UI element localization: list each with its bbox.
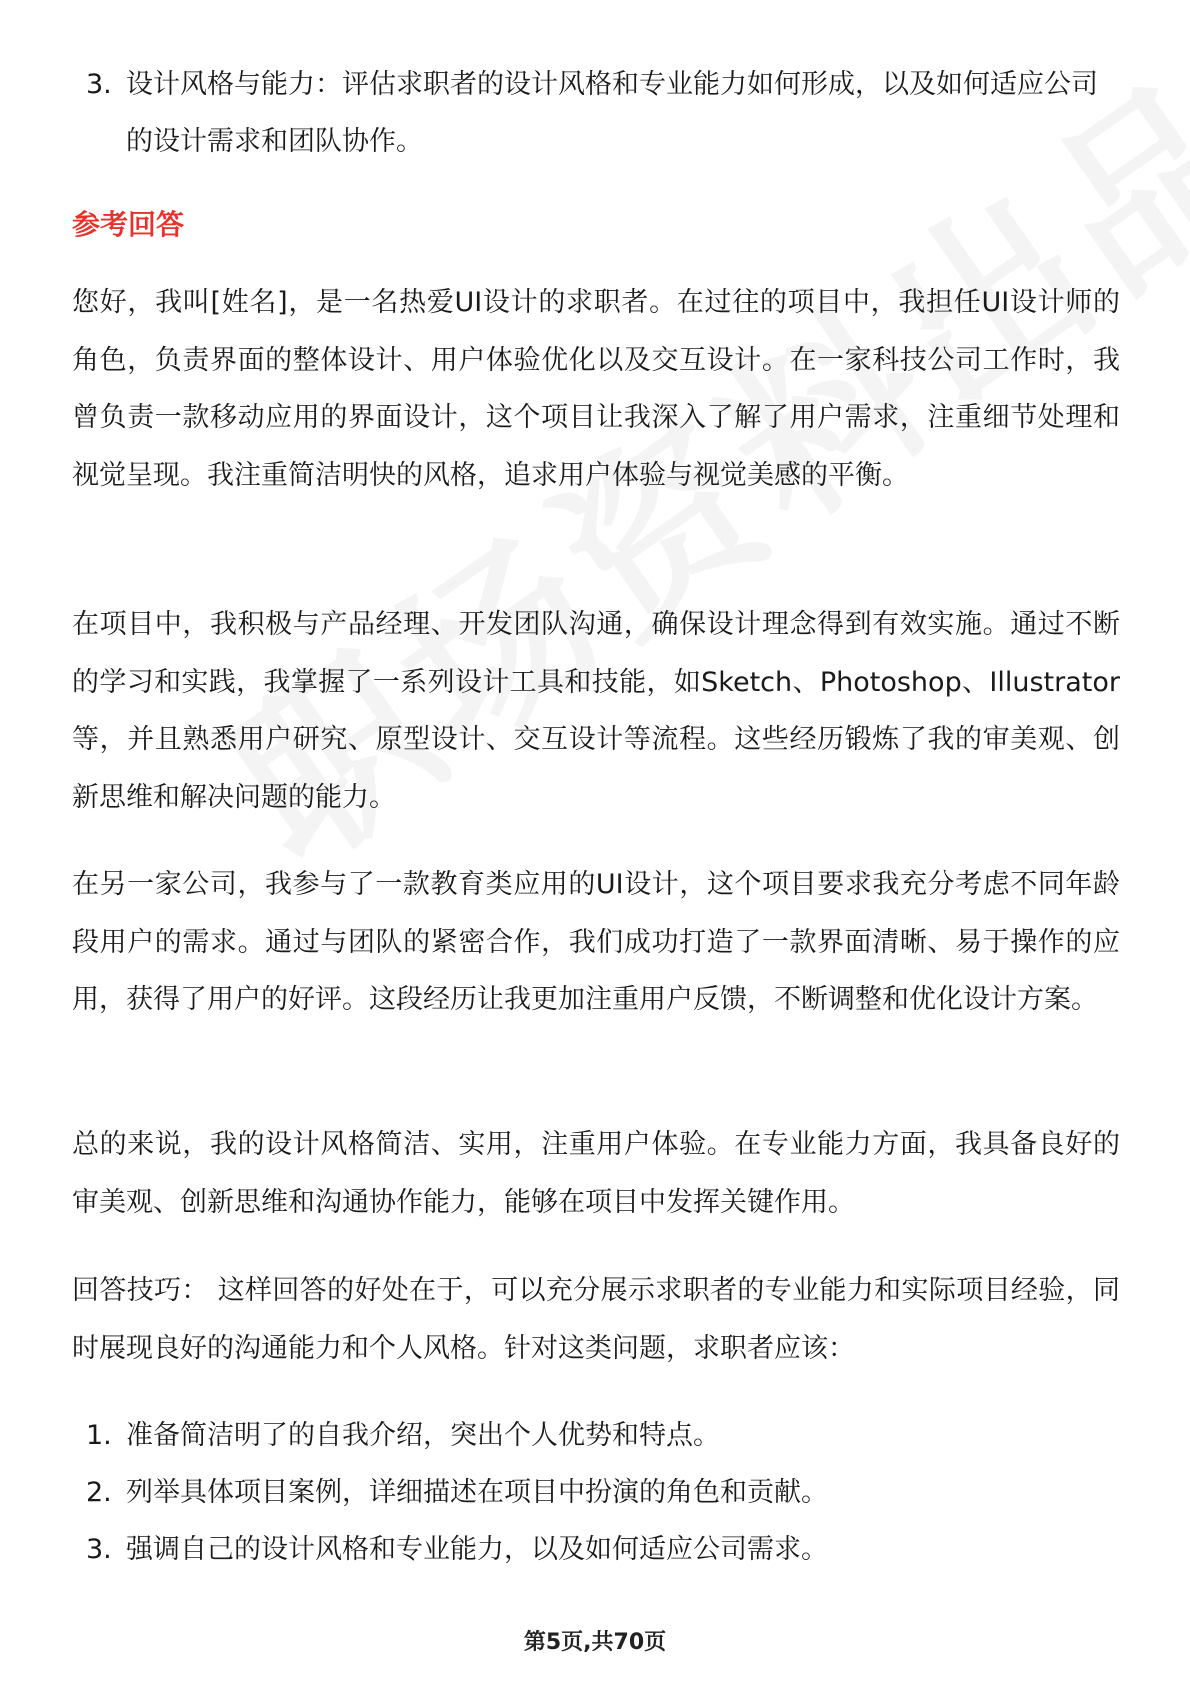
tip-number: 2. <box>86 1477 112 1508</box>
tip-number: 3. <box>86 1534 112 1565</box>
list-item-text: 设计风格与能力：评估求职者的设计风格和专业能力如何形成，以及如何适应公司的设计需求和团队协作。 <box>126 69 1098 157</box>
list-item-number: 3. <box>86 69 112 100</box>
paragraph-answer-tips: 回答技巧： 这样回答的好处在于，可以充分展示求职者的专业能力和实际项目经验，同时展现良好的沟通能力和个人风格。针对这类问题，求职者应该： <box>72 1275 1120 1364</box>
paragraph-education-project: 在另一家公司，我参与了一款教育类应用的UI设计，这个项目要求我充分考虑不同年龄段用户的需求。通过与团队的紧密合作，我们成功打造了一款界面清晰、易于操作的应用，获得了用户的好评。这段经历让我更加注重用户反馈，不断调整和优化设计方案。 <box>72 869 1120 1015</box>
paragraph-summary: 总的来说，我的设计风格简洁、实用，注重用户体验。在专业能力方面，我具备良好的审美观、创新思维和沟通协作能力，能够在项目中发挥关键作用。 <box>72 1129 1120 1218</box>
tip-number: 1. <box>86 1420 112 1451</box>
tip-text: 强调自己的设计风格和专业能力，以及如何适应公司需求。 <box>126 1534 828 1565</box>
tip-text: 准备简洁明了的自我介绍，突出个人优势和特点。 <box>126 1420 720 1451</box>
page-footer: 第5页,共70页 <box>523 1630 667 1655</box>
paragraph-collaboration: 在项目中，我积极与产品经理、开发团队沟通，确保设计理念得到有效实施。通过不断的学习和实践，我掌握了一系列设计工具和技能，如Sketch、Photoshop、Illustrator等，并且熟悉用户研究、原型设计、交互设计等流程。这些经历锻炼了我的审美观、创新思维和解决问题的能力。 <box>72 609 1120 813</box>
paragraph-intro: 您好，我叫[姓名]，是一名热爱UI设计的求职者。在过往的项目中，我担任UI设计师的角色，负责界面的整体设计、用户体验优化以及交互设计。在一家科技公司工作时，我曾负责一款移动应用的界面设计，这个项目让我深入了解了用户需求，注重细节处理和视觉呈现。我注重简洁明快的风格，追求用户体验与视觉美感的平衡。 <box>72 287 1120 491</box>
tip-text: 列举具体项目案例，详细描述在项目中扮演的角色和贡献。 <box>126 1477 828 1508</box>
section-heading: 参考回答 <box>72 208 185 241</box>
